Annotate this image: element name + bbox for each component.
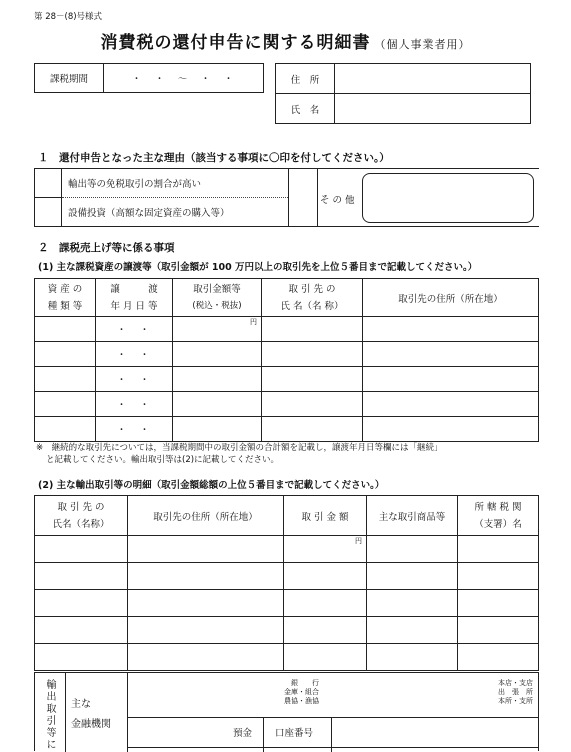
yen-unit: 円 <box>355 537 362 545</box>
t2-partner-cell[interactable] <box>35 536 128 563</box>
t2-amount-cell[interactable] <box>284 590 367 617</box>
t1-date-cell[interactable]: ・ ・ <box>96 417 173 442</box>
other-check[interactable] <box>289 169 318 227</box>
t1-partner-cell[interactable] <box>262 417 363 442</box>
address-field[interactable] <box>335 64 531 94</box>
table-row <box>35 644 539 671</box>
section2-1-heading: (1) 主な課税資産の譲渡等（取引金額が 100 万円以上の取引先を上位５番目まで記載してください。） <box>38 262 478 273</box>
t1-asset-cell[interactable] <box>35 417 96 442</box>
bank-institution-label: 金融機関 <box>71 719 111 730</box>
other-text-field[interactable] <box>362 173 534 223</box>
bank-type-bank: 銀 行 <box>291 679 319 687</box>
reason2-label: 設備投資（高額な固定資産の購入等） <box>62 198 289 227</box>
bank-type-list <box>271 679 319 706</box>
account-number-field[interactable] <box>335 721 535 749</box>
t1-address-cell[interactable] <box>363 317 539 342</box>
t2-amount-cell[interactable] <box>284 617 367 644</box>
t2-header-partner: 取 引 先 の 氏名（名称） <box>35 496 128 536</box>
t2-customs-cell[interactable] <box>458 644 539 671</box>
taxpayer-table <box>275 63 531 124</box>
section2-heading: ２ 課税売上げ等に係る事項 <box>38 242 175 254</box>
t2-customs-cell[interactable] <box>458 563 539 590</box>
t2-customs-cell[interactable] <box>458 536 539 563</box>
t2-goods-cell[interactable] <box>367 617 458 644</box>
title-text: 消費税の還付申告に関する明細書 <box>100 33 371 53</box>
bank-type-nokyo: 農協・漁協 <box>284 697 319 705</box>
note-line2: と記載してください。輸出取引等は(2)に記載してください。 <box>46 455 280 465</box>
t2-goods-cell[interactable] <box>367 536 458 563</box>
t2-address-cell[interactable] <box>128 644 284 671</box>
t1-amount-cell[interactable] <box>173 342 262 367</box>
branch-type-branch: 本店・支店 <box>498 679 533 687</box>
title-subtitle: （個人事業者用） <box>374 38 471 51</box>
period-label: 課税期間 <box>35 64 104 93</box>
t2-address-cell[interactable] <box>128 617 284 644</box>
bank-row-divider <box>127 717 538 718</box>
table-row <box>35 590 539 617</box>
branch-type-honsho: 本所・支所 <box>498 697 533 705</box>
t1-date-cell[interactable]: ・ ・ <box>96 317 173 342</box>
t2-partner-cell[interactable] <box>35 590 128 617</box>
bank-main-label: 主な <box>71 699 91 710</box>
t1-date-cell[interactable]: ・ ・ <box>96 367 173 392</box>
t2-address-cell[interactable] <box>128 590 284 617</box>
table-row <box>35 392 539 417</box>
other-label: そ の 他 <box>320 194 355 206</box>
t1-amount-cell[interactable] <box>173 367 262 392</box>
branch-type-list <box>483 679 533 706</box>
reason1-label: 輸出等の免税取引の割合が高い <box>62 169 289 198</box>
t2-header-amount: 取 引 金 額 <box>284 496 367 536</box>
t1-asset-cell[interactable] <box>35 367 96 392</box>
reason1-check[interactable] <box>35 169 62 198</box>
t1-asset-cell[interactable] <box>35 342 96 367</box>
t1-address-cell[interactable] <box>363 392 539 417</box>
section2-2-heading: (2) 主な輸出取引等の明細（取引金額総額の上位５番目まで記載してください。） <box>38 480 385 491</box>
t2-amount-cell[interactable] <box>284 563 367 590</box>
t1-amount-cell[interactable] <box>173 417 262 442</box>
t2-header-customs: 所 轄 税 関 （支署）名 <box>458 496 539 536</box>
branch-type-office: 出 張 所 <box>498 688 533 696</box>
deposit-label: 預金 <box>233 728 253 739</box>
period-field[interactable]: ・ ・ ～ ・ ・ <box>104 64 264 93</box>
t1-amount-cell[interactable] <box>173 392 262 417</box>
form-number: 第 28－(8)号様式 <box>34 12 103 22</box>
t1-date-cell[interactable]: ・ ・ <box>96 392 173 417</box>
t2-amount-cell[interactable] <box>284 644 367 671</box>
t1-address-cell[interactable] <box>363 367 539 392</box>
t1-partner-cell[interactable] <box>262 317 363 342</box>
t1-asset-cell[interactable] <box>35 317 96 342</box>
t2-partner-cell[interactable] <box>35 644 128 671</box>
name-field[interactable] <box>335 94 531 124</box>
table-row <box>35 317 539 342</box>
name-label: 氏 名 <box>276 94 335 124</box>
period-table <box>34 63 264 93</box>
t1-header-transfer-date: 譲 渡 年 月 日 等 <box>96 279 173 317</box>
t1-address-cell[interactable] <box>363 342 539 367</box>
t1-partner-cell[interactable] <box>262 342 363 367</box>
address-label: 住 所 <box>276 64 335 94</box>
bank-label-divider <box>127 673 128 752</box>
t2-address-cell[interactable] <box>128 563 284 590</box>
reason2-check[interactable] <box>35 198 62 227</box>
bank-section <box>34 672 539 751</box>
t2-header-goods: 主な取引商品等 <box>367 496 458 536</box>
t2-amount-cell[interactable] <box>284 536 367 563</box>
export-table <box>34 495 539 671</box>
t1-partner-cell[interactable] <box>262 392 363 417</box>
t1-date-cell[interactable]: ・ ・ <box>96 342 173 367</box>
yen-unit: 円 <box>250 318 257 326</box>
t2-header-address: 取引先の住所（所在地） <box>128 496 284 536</box>
table-row <box>35 617 539 644</box>
table-row <box>35 342 539 367</box>
table-row <box>35 367 539 392</box>
t2-goods-cell[interactable] <box>367 563 458 590</box>
t2-partner-cell[interactable] <box>35 563 128 590</box>
reason-table <box>34 168 539 227</box>
table-row <box>35 417 539 442</box>
t1-header-partner: 取 引 先 の 氏 名（名 称） <box>262 279 363 317</box>
t1-asset-cell[interactable] <box>35 392 96 417</box>
t2-goods-cell[interactable] <box>367 590 458 617</box>
t2-customs-cell[interactable] <box>458 617 539 644</box>
section1-heading: １ 還付申告となった主な理由（該当する事項に〇印を付してください。） <box>38 152 390 164</box>
note-line1: ※ 継続的な取引先については，当課税期間中の取引金額の合計額を記載し，譲渡年月日等欄には「継続」 <box>36 443 443 453</box>
t1-header-amount: 取引金額等 (税込・税抜) <box>173 279 262 317</box>
t2-partner-cell[interactable] <box>35 617 128 644</box>
bank-type-shinkin: 金庫・組合 <box>284 688 319 696</box>
other-cell <box>318 169 540 227</box>
table-row <box>35 563 539 590</box>
t1-header-asset: 資 産 の 種 類 等 <box>35 279 96 317</box>
table-row <box>35 536 539 563</box>
transfer-table <box>34 278 539 442</box>
t2-customs-cell[interactable] <box>458 590 539 617</box>
t1-partner-cell[interactable] <box>262 367 363 392</box>
t1-header-address: 取引先の住所（所在地） <box>363 279 539 317</box>
t1-amount-cell[interactable] <box>173 317 262 342</box>
bank-bottom-line <box>127 747 538 748</box>
t1-address-cell[interactable] <box>363 417 539 442</box>
bank-side-label: 輸出取引等に <box>35 673 66 752</box>
page-title <box>0 28 571 53</box>
account-number-label: 口座番号 <box>275 728 314 739</box>
t2-address-cell[interactable] <box>128 536 284 563</box>
t2-goods-cell[interactable] <box>367 644 458 671</box>
